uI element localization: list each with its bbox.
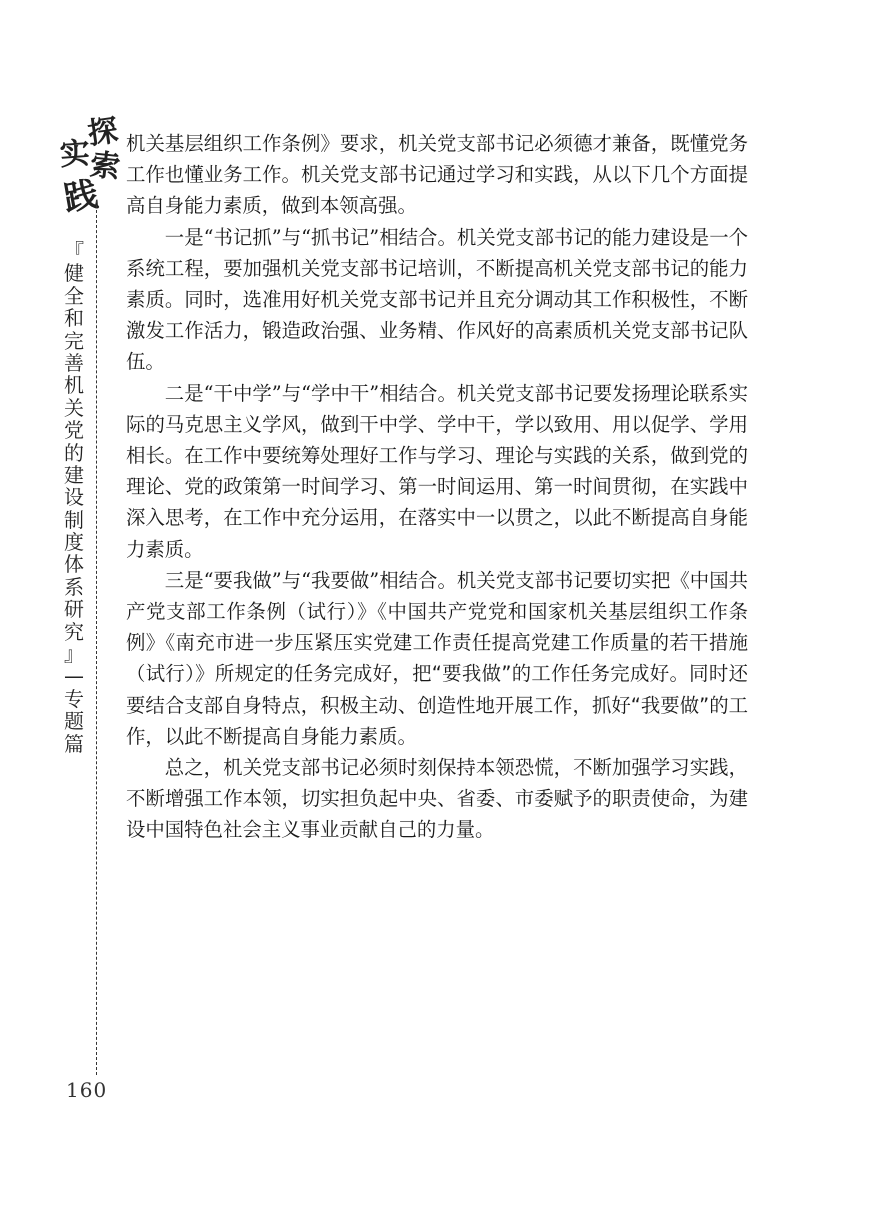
spine-char: 党 [64, 418, 84, 443]
spine-char: — [64, 664, 84, 689]
spine-char: 体 [64, 552, 84, 577]
brand-char-4: 践 [60, 174, 102, 220]
paragraph-conclusion: 总之，机关党支部书记必须时刻保持本领恐慌，不断加强学习实践，不断增强工作本领，切实担负起中央、省委、市委赋予的职责使命，为建设中国特色社会主义事业贡献自己的力量。 [126, 756, 748, 842]
point-one-heading: 一是“书记抓”与“抓书记”相结合。 [164, 225, 457, 249]
point-two-text: 机关党支部书记要发扬理论联系实际的马克思主义学风，做到干中学、学中干，学以致用、用以促学、学用相长。在工作中要统筹处理好工作与学习、理论与实践的关系，做到党的理论、党的政策第一时间学习、第一时间运用、第一时间贯彻，在实践中深入思考，在工作中充分运用，在落实中一以贯之，以此不断提高自身能力素质。 [126, 381, 749, 561]
spine-char: 题 [64, 709, 84, 734]
brand-char-1: 探 [85, 113, 121, 152]
margin-dashed-rule [96, 200, 97, 1075]
spine-char: 』 [64, 642, 84, 667]
book-brand-calligraphy [58, 113, 122, 228]
spine-char: 完 [64, 328, 84, 353]
spine-char: 度 [64, 530, 84, 555]
spine-char: 系 [64, 574, 84, 599]
paragraph-point-one [126, 222, 748, 378]
spine-char: 健 [64, 261, 84, 286]
article-body [126, 128, 748, 846]
spine-char: 『 [64, 239, 84, 263]
point-two-heading: 二是“干中学”与“学中干”相结合。 [164, 381, 457, 405]
brand-char-2: 索 [88, 147, 122, 186]
paragraph-continued: 机关基层组织工作条例》要求，机关党支部书记必须德才兼备，既懂党务工作也懂业务工作。机关党支部书记通过学习和实践，从以下几个方面提高自身能力素质，做到本领高强。 [126, 132, 748, 218]
spine-char: 机 [64, 373, 84, 398]
spine-char: 全 [64, 283, 84, 308]
spine-char: 关 [64, 395, 84, 420]
spine-char: 的 [64, 440, 84, 465]
paragraph-point-three [126, 565, 748, 752]
book-spine-title [60, 240, 88, 755]
brand-char-3: 实 [58, 135, 92, 174]
point-three-heading: 三是“要我做”与“我要做”相结合。 [164, 568, 457, 592]
paragraph-point-two [126, 378, 748, 565]
spine-char: 专 [64, 686, 84, 711]
point-one-text: 机关党支部书记的能力建设是一个系统工程，要加强机关党支部书记培训，不断提高机关党支部书记的能力素质。同时，选准用好机关党支部书记并且充分调动其工作积极性，不断激发工作活力，锻造政治强、业务精、作风好的高素质机关党支部书记队伍。 [126, 225, 749, 374]
spine-char: 制 [64, 507, 84, 532]
spine-char: 建 [64, 462, 84, 487]
page-number: 160 [66, 1078, 108, 1102]
spine-char: 善 [64, 350, 84, 375]
point-three-text: 机关党支部书记要切实把《中国共产党支部工作条例（试行）》《中国共产党党和国家机关基层组织工作条例》《南充市进一步压紧压实党建工作责任提高党建工作质量的若干措施（试行）》所规定的任务完成好，把“要我做”的工作任务完成好。同时还要结合支部自身特点，积极主动、创造性地开展工作，抓好“我要做”的工作，以此不断提高自身能力素质。 [126, 568, 749, 748]
spine-char: 研 [64, 597, 84, 622]
spine-char: 究 [64, 619, 84, 644]
spine-char: 设 [64, 485, 84, 510]
spine-char: 和 [64, 306, 84, 331]
spine-char: 篇 [64, 731, 84, 756]
